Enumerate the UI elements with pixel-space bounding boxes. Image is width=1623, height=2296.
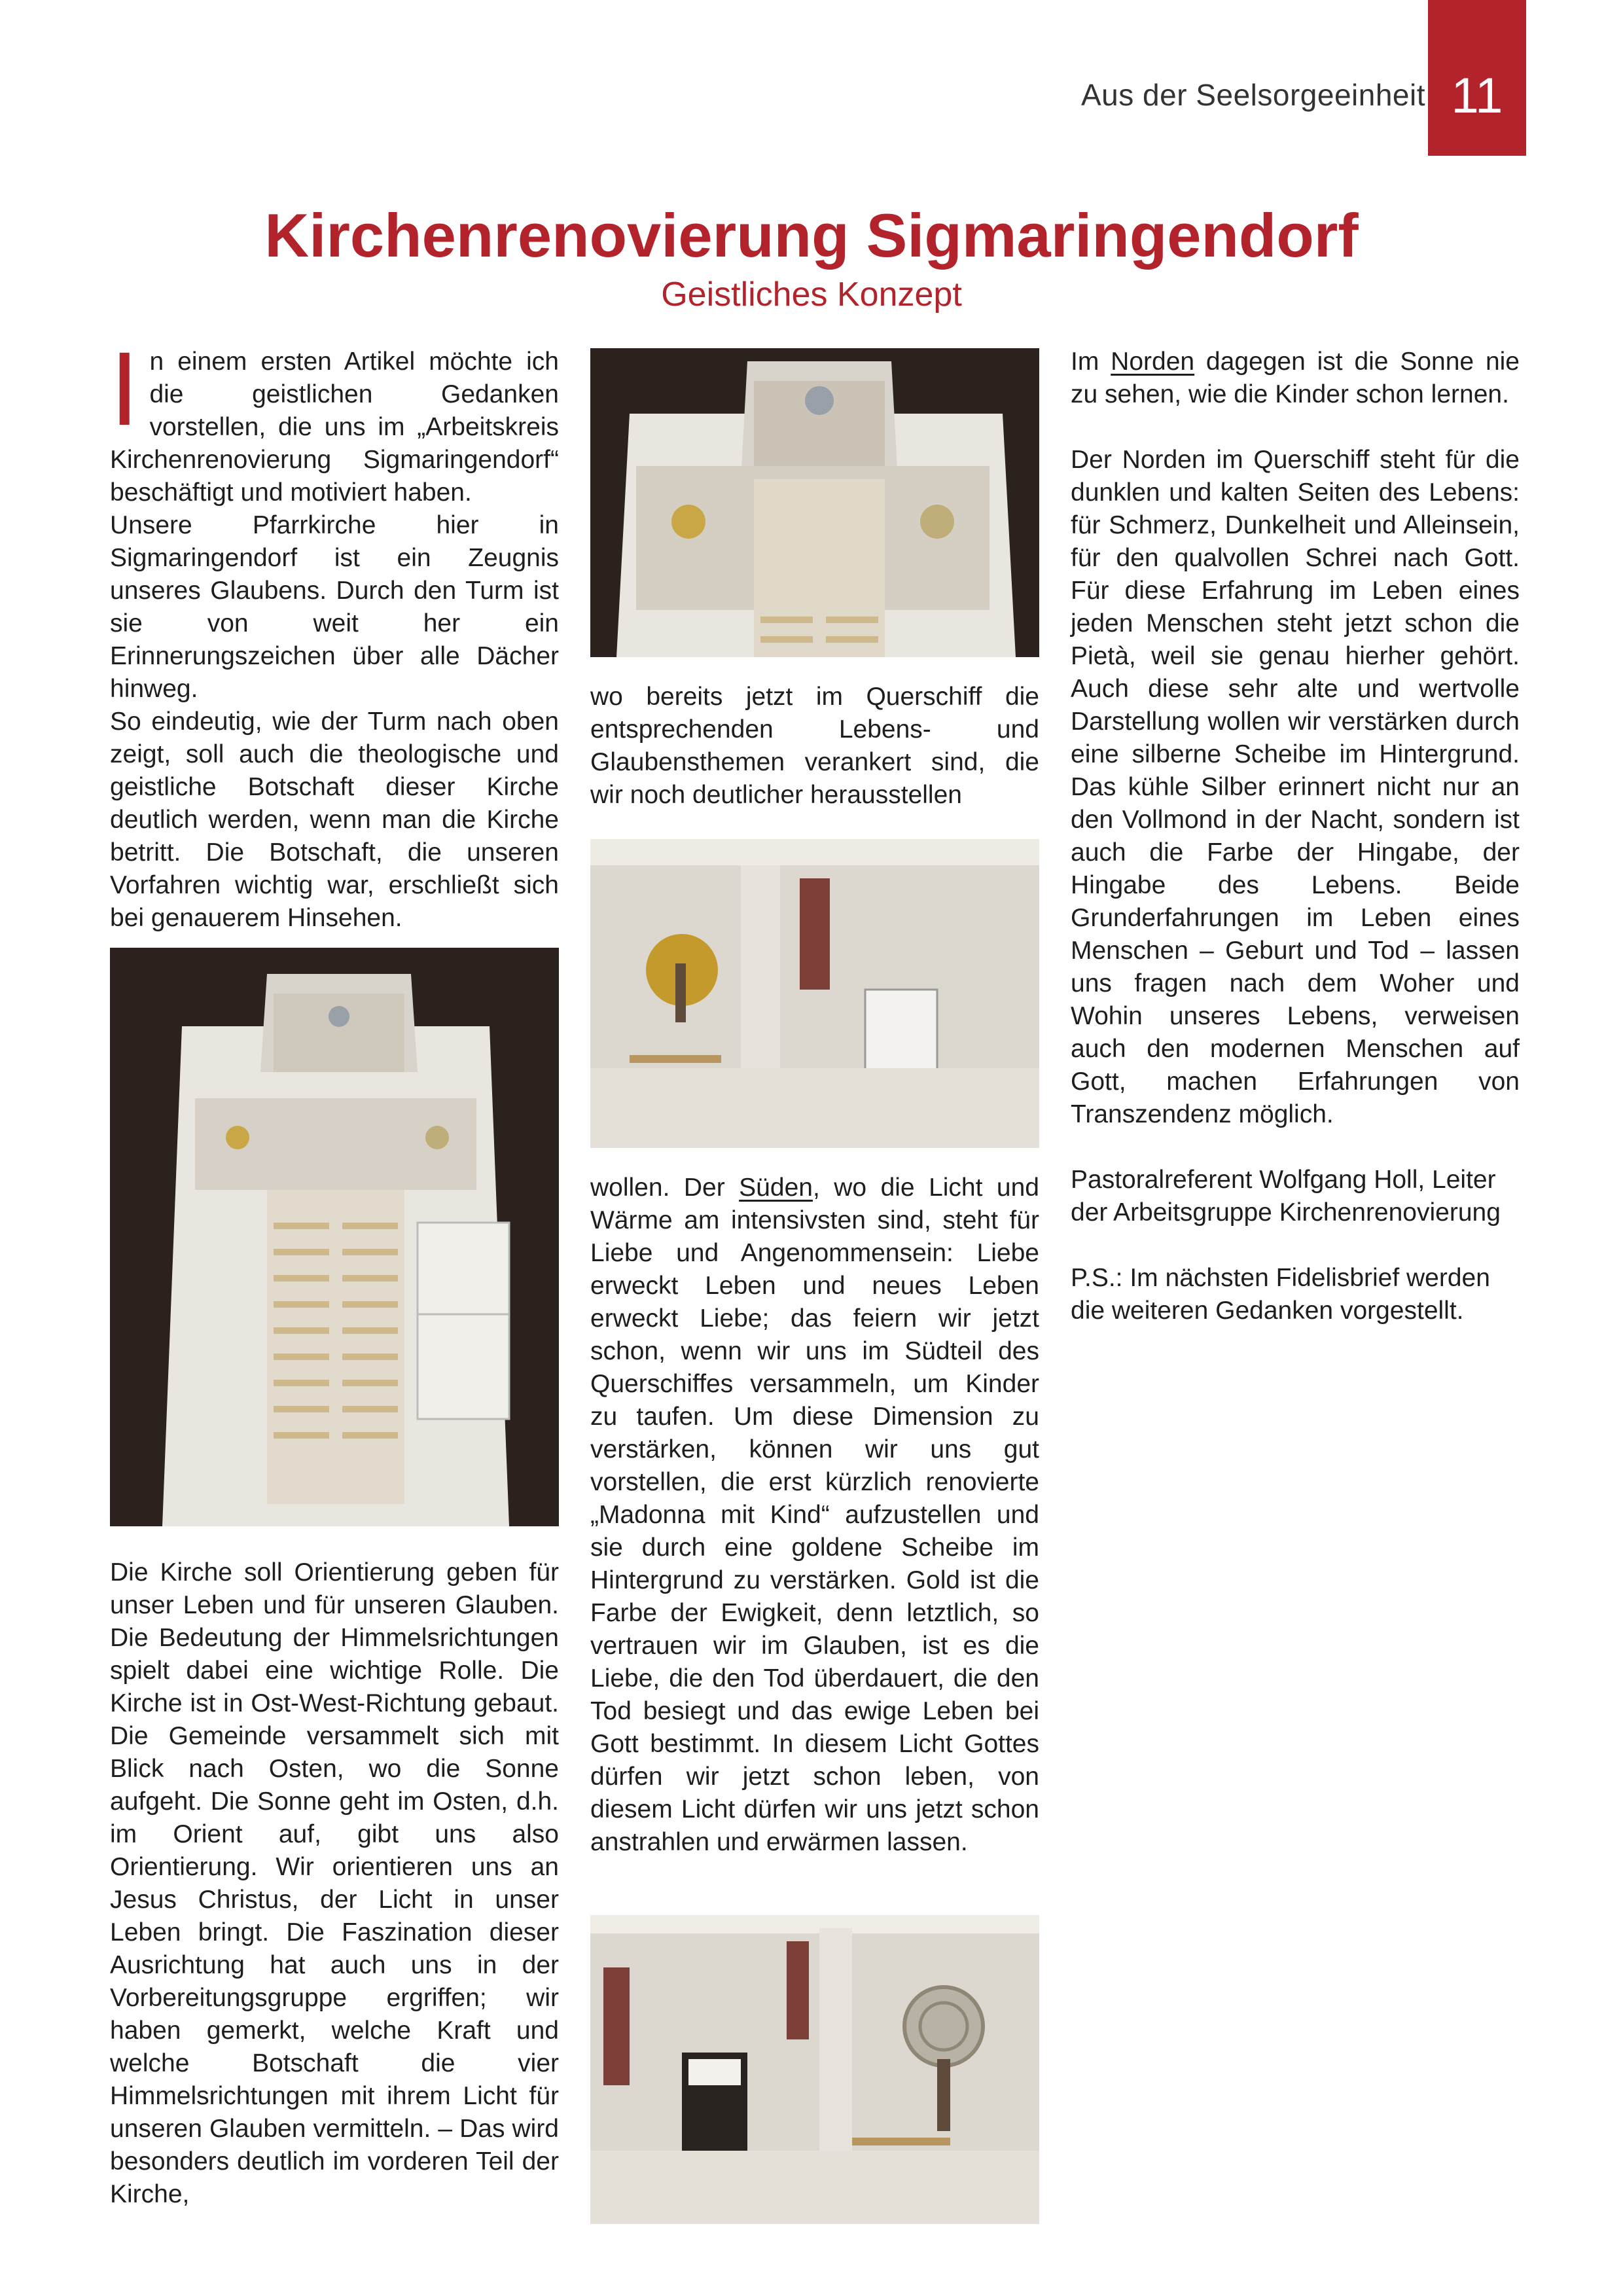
article-subtitle: Geistliches Konzept [661, 276, 962, 314]
article-title: Kirchenrenovierung Sigmaringendorf [264, 201, 1359, 270]
postscript: P.S.: Im nächsten Fidelisbrief werden die weiteren Gedanken vorgestellt. [1071, 1264, 1490, 1325]
church-model-south-transept-photo [590, 839, 1039, 1148]
page-number-badge [1428, 0, 1526, 156]
church-model-top-view-crossing-icon [590, 348, 1039, 657]
paragraph: Der Norden im Querschiff steht für die dunklen und kalten Seiten des Lebens: für Schmerz, Dunkelheit und Alleinsein, für den qualvollen Schrei nach Gott. Für diese Erfahrung im Leben eines jeden Menschen steht jetzt schon die Pietà, weil sie genau hierher gehört. Auch diese sehr alte und wertvolle Darstellung wollen wir verstärken durch eine silberne Scheibe im Hintergrund. Das kühle Silber erinnert nicht nur an den Vollmond in der Nacht, sondern ist auch die Farbe der Hingabe, der Hingabe des Lebens. Beide Grunderfahrungen im Leben eines Menschen – Geburt und Tod – lassen uns fragen nach dem Woher und Wohin unseres Lebens, verweisen auch den modernen Menschen auf Gott, machen Erfahrungen von Transzendenz möglich. [1071, 446, 1520, 1128]
paragraph: So eindeutig, wie der Turm nach oben zeigt, soll auch die theologische und geistliche Botschaft dieser Kirche deutlich werden, wenn man die Kirche betritt. Die Botschaft, die unseren Vorfahren wichtig war, erschließt sich bei genauerem Hinsehen. [110, 708, 559, 932]
column-1-bottom [110, 1556, 559, 2211]
paragraph: wo bereits jetzt im Querschiff die entsprechenden Lebens- und Glaubensthemen verankert sind, die wir noch deutlicher herausstellen [590, 683, 1039, 809]
paragraph [1071, 346, 1520, 411]
text-segment: , wo die Licht und Wärme am intensivsten sind, steht für Liebe und Angenommensein: Liebe erweckt Leben und neues Leben erweckt Liebe; das feiern wir jetzt schon, wenn wir uns im Südteil des Querschiffes versammeln, um Kinder zu taufen. Um diese Dimension zu verstärken, können wir uns gut vorstellen, die erst kürzlich renovierte „Madonna mit Kind“ aufzustellen und sie durch eine goldene Scheibe im Hintergrund zu verstärken. Gold ist die Farbe der Ewigkeit, denn letztlich, so vertrauen wir im Glauben, ist es die Liebe, die den Tod überdauert, die den Tod besiegt und das ewige Leben bei Gott bestimmt. In diesem Licht Gottes dürfen wir jetzt schon leben, von diesem Licht dürfen wir uns jetzt schon anstrahlen und erwärmen lassen. [590, 1174, 1039, 1856]
column-1-top [110, 330, 559, 935]
page-number: 11 [1451, 68, 1503, 124]
church-model-top-view-full-photo [110, 948, 559, 1526]
paragraph: Unsere Pfarrkirche hier in Sigmaringendorf ist ein Zeugnis unseres Glaubens. Durch den Turm ist sie von weit her ein Erinnerungszeichen über alle Dächer hinweg. [110, 511, 559, 703]
paragraph [590, 1172, 1039, 1859]
paragraph: Die Kirche soll Orientierung geben für unser Leben und für unseren Glauben. Die Bedeutung der Himmelsrichtungen spielt dabei eine wichtige Rolle. Die Kirche ist in Ost-West-Richtung gebaut. Die Gemeinde versammelt sich mit Blick nach Osten, wo die Sonne aufgeht. Die Sonne geht im Osten, d.h. im Orient auf, gibt uns also Orientierung. Wir orientieren uns an Jesus Christus, der Licht in unser Leben bringt. Die Faszination dieser Ausrichtung hat auch uns in der Vorbereitungsgruppe ergriffen; wir haben gemerkt, welche Kraft und welche Botschaft die vier Himmelsrichtungen mit ihrem Licht für unseren Glauben vermitteln. – Das wird besonders deutlich im vorderen Teil der Kirche, [110, 1558, 559, 2208]
keyword-sueden: Süden [739, 1174, 813, 1202]
column-2-top [590, 681, 1039, 812]
text-segment: Im [1071, 348, 1111, 376]
column-3 [1071, 346, 1520, 1327]
church-model-top-view-crossing-photo [590, 348, 1039, 657]
church-model-south-transept-icon [590, 839, 1039, 1148]
keyword-norden: Norden [1111, 348, 1195, 376]
drop-cap: I [110, 330, 139, 447]
church-model-north-transept-photo [590, 1915, 1039, 2224]
paragraph: n einem ersten Artikel möchte ich die geistlichen Gedanken vorstellen, die uns im „Arbeitskreis Kirchenrenovierung Sigmaringendorf“ beschäftigt und motiviert haben. [110, 348, 559, 507]
text-segment: wollen. Der [590, 1174, 740, 1202]
column-2-bottom [590, 1172, 1039, 1859]
church-model-north-transept-icon [590, 1915, 1039, 2224]
section-label: Aus der Seelsorgeeinheit [1081, 78, 1425, 112]
text-segment: dagegen ist die Sonne nie zu sehen, wie die Kinder schon lernen. [1071, 348, 1520, 408]
church-model-top-view-full-icon [110, 948, 559, 1526]
author-signature: Pastoralreferent Wolfgang Holl, Leiter der Arbeitsgruppe Kirchenrenovierung [1071, 1166, 1501, 1227]
